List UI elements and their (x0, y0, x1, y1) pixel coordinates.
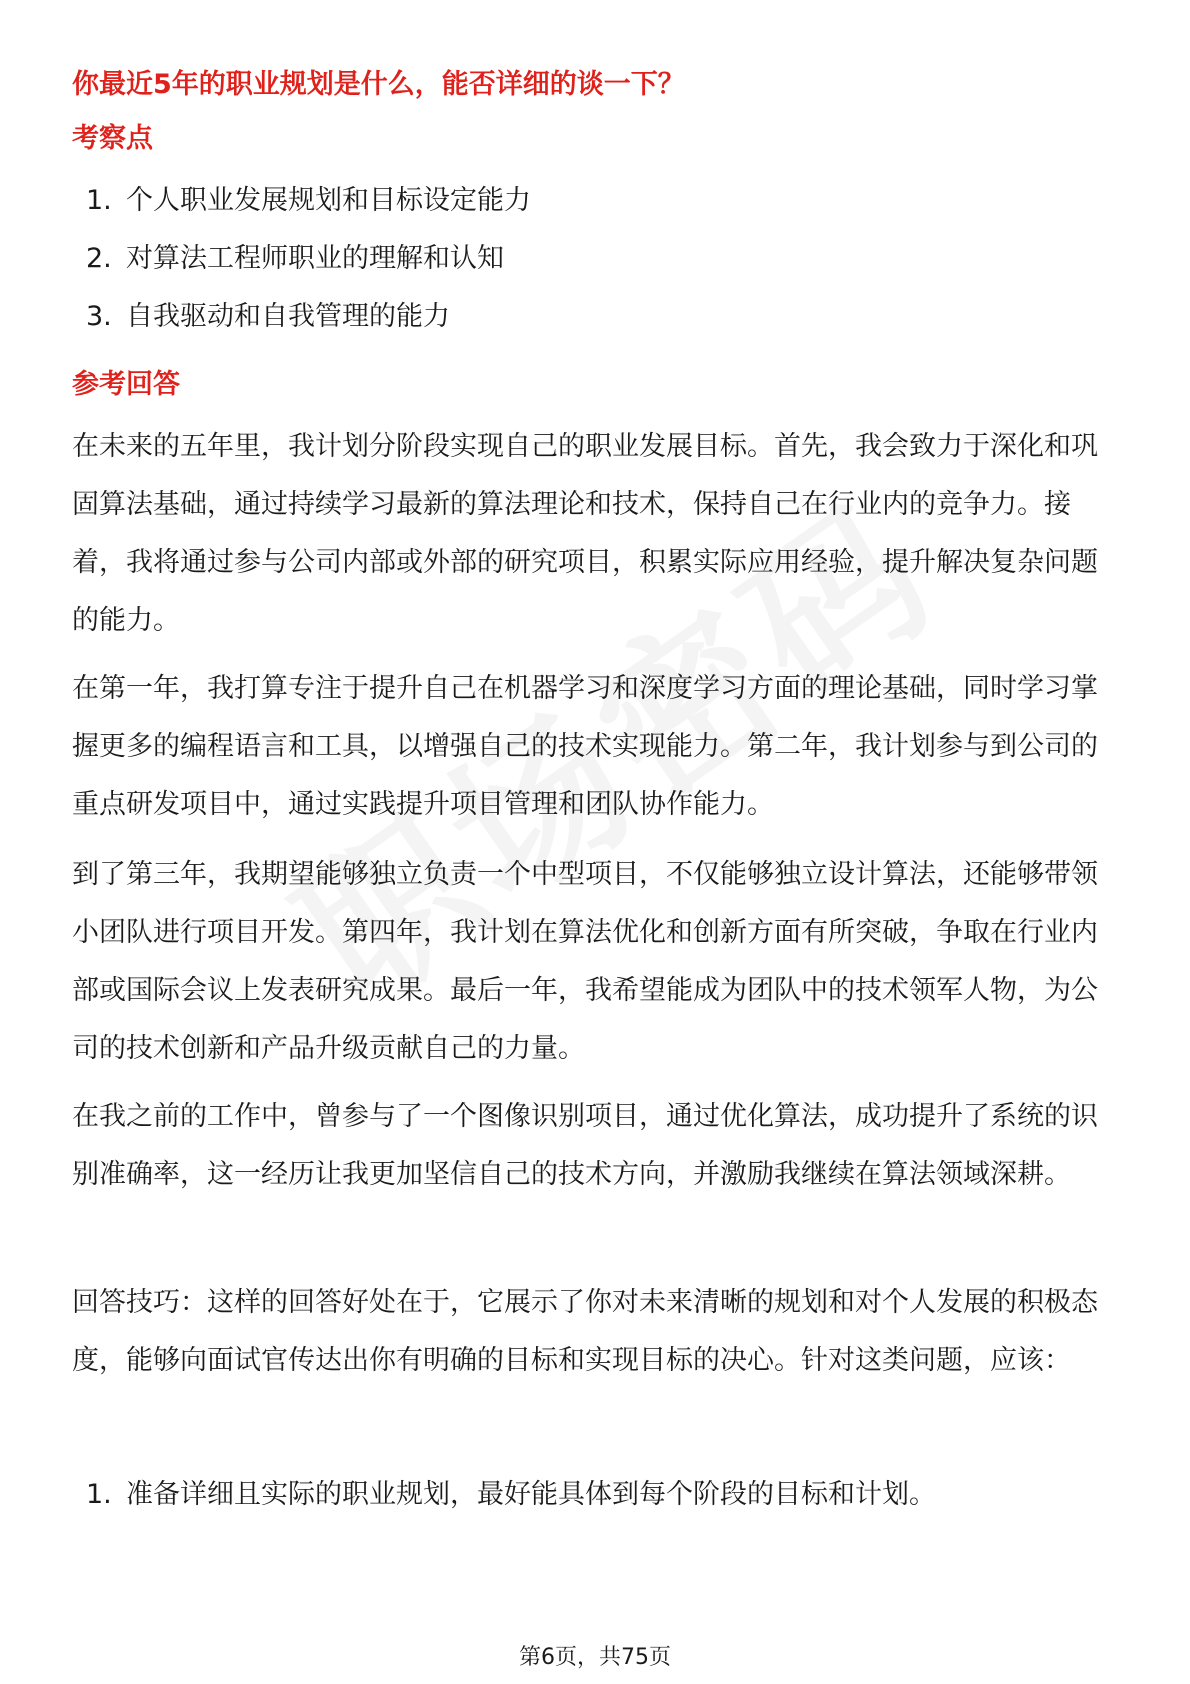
answer-paragraph: 在第一年，我打算专注于提升自己在机器学习和深度学习方面的理论基础，同时学习掌握更多的编程语言和工具，以增强自己的技术实现能力。第二年，我计划参与到公司的重点研发项目中，通过实践提升项目管理和团队协作能力。 (72, 673, 1098, 820)
page-number: 第6页，共75页 (519, 1645, 671, 1670)
list-item: 3. 自我驱动和自我管理的能力 (86, 301, 450, 332)
answer-heading: 参考回答 (72, 369, 180, 400)
list-item: 1. 准备详细且实际的职业规划，最好能具体到每个阶段的目标和计划。 (86, 1479, 936, 1510)
assessment-list (86, 172, 531, 346)
answer-paragraph: 在我之前的工作中，曾参与了一个图像识别项目，通过优化算法，成功提升了系统的识别准确率，这一经历让我更加坚信自己的技术方向，并激励我继续在算法领域深耕。 (72, 1101, 1098, 1190)
answer-paragraph: 到了第三年，我期望能够独立负责一个中型项目，不仅能够独立设计算法，还能够带领小团队进行项目开发。第四年，我计划在算法优化和创新方面有所突破，争取在行业内部或国际会议上发表研究成果。最后一年，我希望能成为团队中的技术领军人物，为公司的技术创新和产品升级贡献自己的力量。 (72, 859, 1098, 1064)
list-item: 2. 对算法工程师职业的理解和认知 (86, 243, 504, 274)
answer-paragraph: 在未来的五年里，我计划分阶段实现自己的职业发展目标。首先，我会致力于深化和巩固算法基础，通过持续学习最新的算法理论和技术，保持自己在行业内的竞争力。接着，我将通过参与公司内部或外部的研究项目，积累实际应用经验，提升解决复杂问题的能力。 (72, 431, 1098, 636)
question-title: 你最近5年的职业规划是什么，能否详细的谈一下？ (72, 69, 685, 100)
tips-paragraph: 回答技巧：这样的回答好处在于，它展示了你对未来清晰的规划和对个人发展的积极态度，能够向面试官传达出你有明确的目标和实现目标的决心。针对这类问题，应该： (72, 1287, 1098, 1376)
assessment-heading: 考察点 (72, 123, 153, 154)
tips-list (86, 1466, 936, 1524)
list-item: 1. 个人职业发展规划和目标设定能力 (86, 185, 531, 216)
